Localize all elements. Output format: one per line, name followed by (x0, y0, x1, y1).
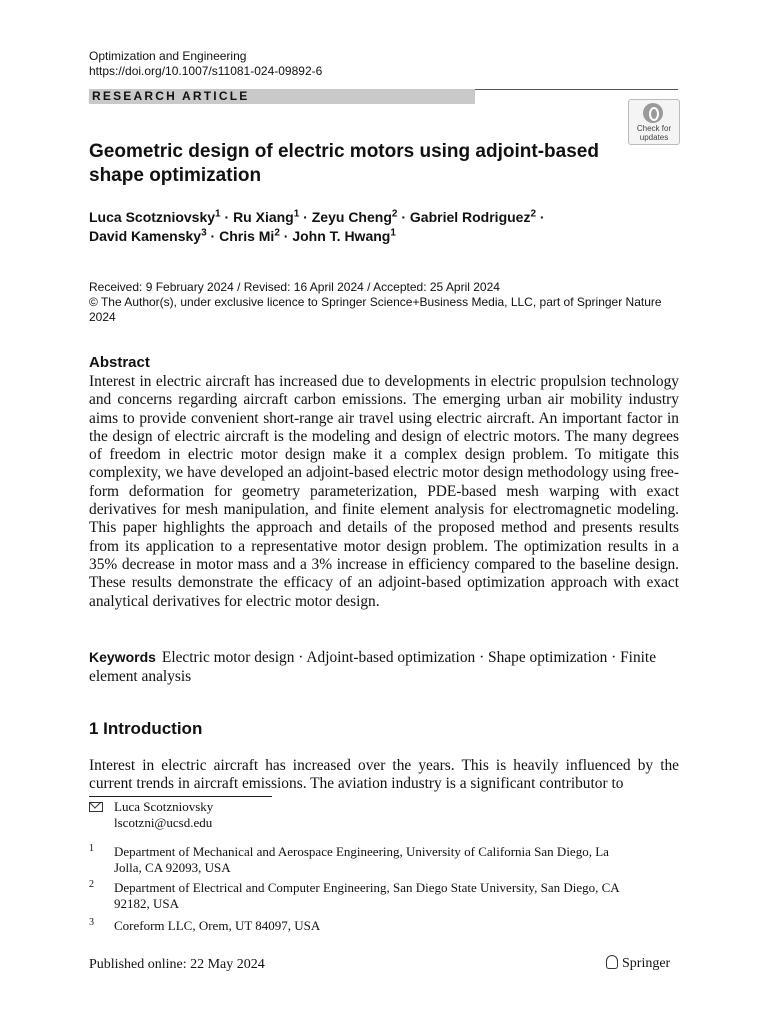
author-name[interactable]: Zeyu Cheng (311, 209, 392, 225)
author-name[interactable]: Luca Scotzniovsky (89, 209, 216, 225)
affiliation-line: 92182, USA (114, 896, 180, 911)
paper-title (89, 140, 629, 188)
author-line2: David Kamensky$^3$ · Chris $Mi^2$ · John T. Hwang$^1$ (89, 227, 396, 244)
author-name[interactable]: David Kamensky (89, 228, 202, 244)
affiliation-number: 1 (89, 843, 94, 854)
abstract-heading: Abstract (89, 354, 150, 371)
received-dates: Received: 9 February 2024 / Revised: 16 April 2024 / Accepted: 25 April 2024 (89, 280, 500, 294)
journal-name: Optimization and Engineering (89, 49, 247, 63)
badge-line2: updates (639, 133, 669, 142)
author-affiliation: 1 (293, 208, 300, 220)
check-for-updates-badge[interactable] (628, 99, 680, 145)
title-line2: shape optimization (89, 165, 262, 186)
badge-line1: Check for (636, 124, 672, 133)
author-line1: Luca Scotzniovsky$^1$ · Ru Xiang$^1$ · Zeyu Cheng$^2$ · Gabriel Rodriguez$^2$ · (89, 208, 545, 225)
article-history (89, 280, 679, 325)
author-list (89, 208, 649, 246)
corresponding-name: Luca Scotzniovsky (114, 799, 214, 814)
author-name[interactable]: Gabriel Rodriguez (409, 209, 531, 225)
author-affiliation: 2 (274, 227, 280, 239)
affiliation-line: Jolla, CA 92093, USA (114, 860, 231, 875)
keywords (89, 648, 679, 686)
author-affiliation: 1 (390, 227, 396, 239)
author-affiliation: 3 (201, 227, 207, 239)
copyright-line: © The Author(s), under exclusive licence to Springer Science+Business Media, LLC, part of Springer Nature (89, 295, 662, 309)
abstract-text: Interest in electric aircraft has increased due to developments in electric propulsion technology and concerns regarding aircraft carbon emissions. The emerging urban air mobility industry aims to provide convenient short-range air travel using electric aircraft. An important factor in the design of electric aircraft is the modeling and design of electric motors. The many degrees of freedom in electric motor design make it a complex design problem. To mitigate this complexity, we have developed an adjoint-based electric motor design methodology using free-form deformation for geometry parameterization, PDE-based mesh warping with exact derivatives for mesh manipulation, and finite element analysis for electromagnetic modeling. This paper highlights the approach and details of the proposed method and presents results from its application to a representative motor design problem. The optimization results in a 35% decrease in motor mass and a 3% increase in efficiency compared to the baseline design. These results demonstrate the efficacy of an adjoint-based optimization approach with exact analytical derivatives for electric motor design. (89, 373, 679, 610)
author-name[interactable]: Ru Xiang (233, 209, 294, 225)
affiliation-line: Department of Electrical and Computer Engineering, San Diego State University, San Diego, CA (114, 880, 620, 895)
affiliation-line: Coreform LLC, Orem, UT 84097, USA (114, 918, 321, 933)
affiliation-line: Department of Mechanical and Aerospace Engineering, University of California San Diego, La (114, 844, 609, 859)
header-rule (475, 89, 678, 90)
springer-horse-icon (606, 955, 618, 969)
doi-link[interactable]: https://doi.org/10.1007/s11081-024-09892-6 (89, 64, 323, 78)
published-online: Published online: 22 May 2024 (89, 957, 265, 972)
publisher-name: Springer (622, 956, 671, 971)
publisher-logo (606, 955, 670, 973)
copyright-year: 2024 (89, 310, 116, 324)
author-name[interactable]: John T. Hwang (292, 228, 391, 244)
affiliation-number: 3 (89, 917, 94, 928)
mail-icon (89, 802, 103, 812)
keywords-text: Electric motor design · Adjoint-based optimization · Shape optimization · Finite element analysis (89, 649, 657, 685)
corresponding-email[interactable]: lscotzni@ucsd.edu (114, 815, 213, 830)
intro-text: Interest in electric aircraft has increased over the years. This is heavily influenced by the current trends in aircraft emissions. The aviation industry is a significant contributor to (89, 757, 679, 793)
author-name[interactable]: Chris Mi (219, 228, 275, 244)
title-line1: Geometric design of electric motors using adjoint-based (89, 141, 599, 162)
author-affiliation: 2 (391, 208, 398, 220)
author-affiliation: 1 (215, 208, 221, 220)
journal-header (89, 49, 322, 79)
check-updates-icon (643, 103, 663, 123)
author-affiliation: 2 (530, 208, 537, 220)
affiliation-number: 2 (89, 879, 94, 890)
keywords-label: Keywords (89, 649, 156, 665)
footnote-rule (89, 796, 272, 797)
article-type-label: RESEARCH ARTICLE (92, 89, 250, 103)
section-heading: 1 Introduction (89, 719, 203, 738)
